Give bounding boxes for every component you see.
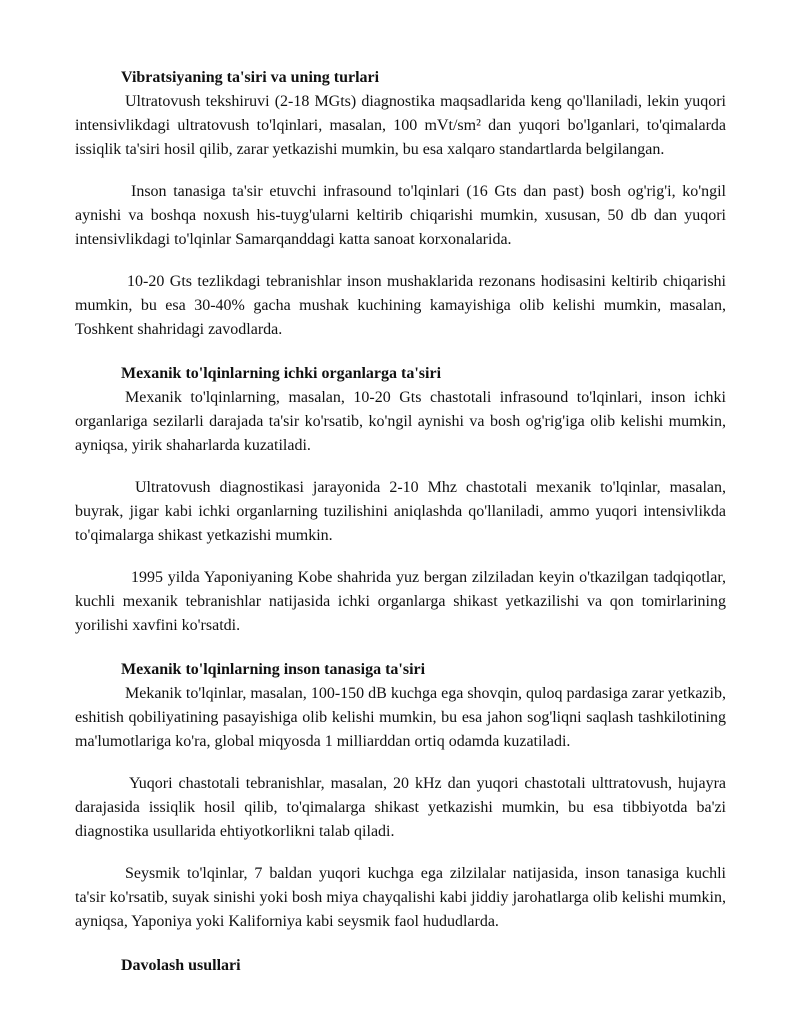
- document-page: [75, 66, 726, 978]
- section-human-body: [75, 658, 726, 934]
- section-heading: Mexanik to'lqinlarning inson tanasiga ta'siri: [121, 661, 426, 678]
- paragraph: 10-20 Gts tezlikdagi tebranishlar inson mushaklarida rezonans hodisasini keltirib chiqarishi mumkin, bu esa 30-40% gacha mushak kuchining kamayishiga olib kelishi mumkin, masalan, Toshkent shahridagi zavodlarda.: [75, 273, 726, 338]
- section-heading: Mexanik to'lqinlarning ichki organlarga ta'siri: [121, 365, 442, 382]
- paragraph: Ultratovush tekshiruvi (2-18 MGts) diagnostika maqsadlarida keng qo'llaniladi, lekin yuqori intensivlikdagi ultratovush to'lqinlari, masalan, 100 mVt/sm² dan yuqori bo'lganlari, to'qimalarda issiqlik ta'siri hosil qilib, zarar yetkazishi mumkin, bu esa xalqaro standartlarda belgilangan.: [75, 93, 726, 158]
- section-heading: Vibratsiyaning ta'siri va uning turlari: [121, 69, 380, 86]
- section-heading: Davolash usullari: [121, 957, 241, 974]
- paragraph: Ultratovush diagnostikasi jarayonida 2-10 Mhz chastotali mexanik to'lqinlar, masalan, buyrak, jigar kabi ichki organlarning tuzilishini aniqlashda qo'llaniladi, ammo yuqori intensivlikda to'qimalarga shikast yetkazishi mumkin.: [75, 479, 726, 544]
- paragraph: Mexanik to'lqinlarning, masalan, 10-20 Gts chastotali infrasound to'lqinlari, inson ichki organlariga sezilarli darajada ta'sir ko'rsatib, ko'ngil aynishi va bosh og'rig'iga olib kelishi mumkin, ayniqsa, yirik shaharlarda kuzatiladi.: [75, 389, 726, 454]
- section-vibration: [75, 66, 726, 342]
- paragraph: Yuqori chastotali tebranishlar, masalan, 20 kHz dan yuqori chastotali ulttratovush, hujayra darajasida issiqlik hosil qilib, to'qimalarga shikast yetkazishi mumkin, bu esa tibbiyotda ba'zi diagnostika usullarida ehtiyotkorlikni talab qiladi.: [75, 775, 726, 840]
- paragraph: Mekanik to'lqinlar, masalan, 100-150 dB kuchga ega shovqin, quloq pardasiga zarar yetkazib, eshitish qobiliyatining pasayishiga olib kelishi mumkin, bu esa jahon sog'liqni saqlash tashkilotining ma'lumotlariga ko'ra, global miqyosda 1 milliarddan ortiq odamda kuzatiladi.: [75, 685, 726, 750]
- section-treatment: [75, 954, 726, 978]
- section-internal-organs: [75, 362, 726, 638]
- paragraph: Inson tanasiga ta'sir etuvchi infrasound to'lqinlari (16 Gts dan past) bosh og'rig'i, ko'ngil aynishi va boshqa noxush his-tuyg'ularni keltirib chiqarishi mumkin, xususan, 50 db dan yuqori intensivlikdagi to'lqinlar Samarqanddagi katta sanoat korxonalarida.: [75, 183, 726, 248]
- paragraph: 1995 yilda Yaponiyaning Kobe shahrida yuz bergan zilziladan keyin o'tkazilgan tadqiqotlar, kuchli mexanik tebranishlar natijasida ichki organlarga shikast yetkazilishi va qon tomirlarining yorilishi xavfini ko'rsatdi.: [75, 569, 726, 634]
- paragraph: Seysmik to'lqinlar, 7 baldan yuqori kuchga ega zilzilalar natijasida, inson tanasiga kuchli ta'sir ko'rsatib, suyak sinishi yoki bosh miya chayqalishi kabi jiddiy jarohatlarga olib kelishi mumkin, ayniqsa, Yaponiya yoki Kaliforniya kabi seysmik faol hududlarda.: [75, 865, 726, 930]
